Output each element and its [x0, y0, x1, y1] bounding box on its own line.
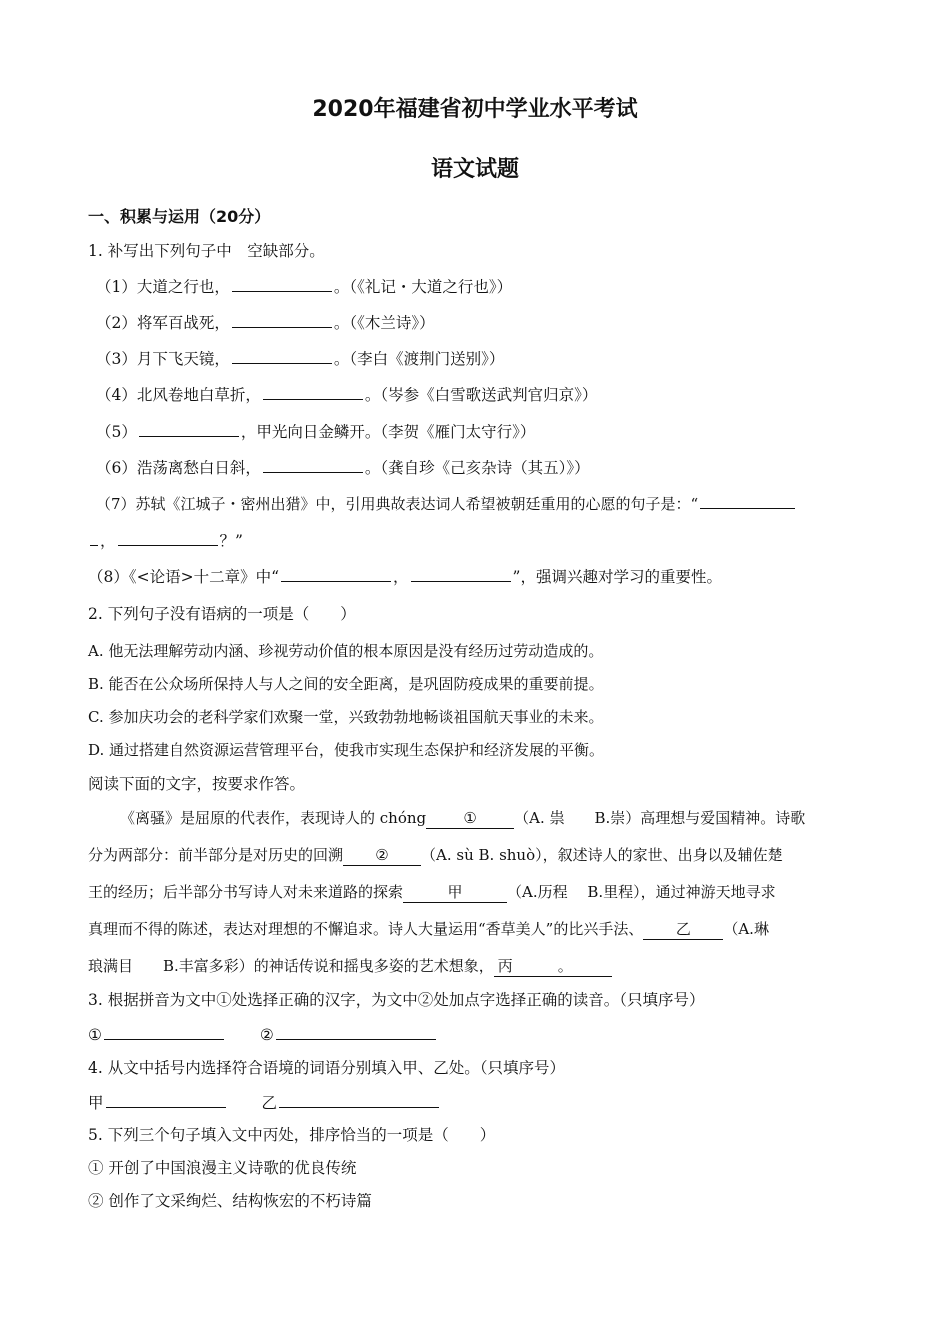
reading-intro: 阅读下面的文字，按要求作答。 [88, 775, 306, 793]
reading-line-2: 分为两部分：前半部分是对历史的回溯 ② （A. sù B. shuò），叙述诗人的家世、出身以及辅佐楚 [88, 846, 783, 864]
reading-line-4: 真理而不得的陈述，表达对理想的不懈追求。诗人大量运用“香草美人”的比兴手法、 乙 （A.琳 [88, 920, 769, 938]
answer-blank[interactable] [281, 567, 391, 582]
exam-subtitle: 语文试题 [430, 157, 519, 182]
q2-option-a[interactable]: A. 他无法理解劳动内涵、珍视劳动价值的根本原因是没有经历过劳动造成的。 [88, 642, 604, 660]
answer-blank[interactable] [263, 458, 363, 473]
reading-line-1: 《离骚》是屈原的代表作，表现诗人的 chóng ① （A. 祟 B.崇）高理想与爱国精神。诗歌 [120, 809, 806, 827]
q1-item-8: （8）《<论语>十二章》中“ ， ”，强调兴趣对学习的重要性。 [88, 568, 722, 586]
section-heading: 一、积累与运用（20分） [88, 207, 271, 226]
reading-line-3: 王的经历；后半部分书写诗人对未来道路的探索 甲 （A.历程 B.里程），通过神游天地寻求 [88, 883, 776, 901]
answer-blank[interactable] [139, 422, 239, 437]
reading-mark-1: ① [426, 808, 514, 829]
q5-sentence-1: ① 开创了中国浪漫主义诗歌的优良传统 [88, 1159, 357, 1177]
answer-blank[interactable] [276, 1025, 436, 1040]
q2-stem: 2. 下列句子没有语病的一项是（ ） [88, 605, 356, 623]
reading-mark-3: 甲 [403, 882, 507, 903]
q4-answer-line: 甲 乙 [88, 1093, 441, 1113]
answer-blank[interactable] [90, 531, 98, 546]
answer-blank[interactable] [279, 1093, 439, 1108]
reading-mark-5: 丙 。 [494, 956, 612, 977]
answer-blank[interactable] [118, 531, 218, 546]
answer-blank[interactable] [232, 349, 332, 364]
reading-line-5: 琅满目 B.丰富多彩）的神话传说和摇曳多姿的艺术想象， 丙 。 [88, 956, 863, 977]
q2-option-d[interactable]: D. 通过搭建自然资源运营管理平台，使我市实现生态保护和经济发展的平衡。 [88, 741, 605, 759]
q1-item-2: （2）将军百战死， 。（《木兰诗》） [96, 314, 435, 332]
answer-blank[interactable] [411, 567, 511, 582]
q3-answer-line: ① ② [88, 1025, 438, 1045]
reading-mark-4: 乙 [643, 919, 723, 940]
q1-item-7-cont: ， ？” [88, 531, 243, 551]
q1-item-5: （5） ，甲光向日金鳞开。（李贺《雁门太守行》） [96, 423, 536, 441]
q1-item-3: （3）月下飞天镜， 。（李白《渡荆门送别》） [96, 350, 505, 368]
q1-item-4: （4）北风卷地白草折， 。（岑参《白雪歌送武判官归京》） [96, 386, 598, 404]
exam-title: 2020年福建省初中学业水平考试 [312, 97, 638, 122]
answer-blank[interactable] [232, 313, 332, 328]
q1-stem: 1. 补写出下列句子中 空缺部分。 [88, 242, 325, 260]
q1-item-7: （7）苏轼《江城子・密州出猎》中，引用典故表达词人希望被朝廷重用的心愿的句子是：“ [96, 494, 797, 514]
q3-stem: 3. 根据拼音为文中①处选择正确的汉字，为文中②处加点字选择正确的读音。（只填序号） [88, 991, 705, 1009]
q5-sentence-2: ② 创作了文采绚烂、结构恢宏的不朽诗篇 [88, 1192, 372, 1210]
q1-item-6: （6）浩荡离愁白日斜， 。（龚自珍《己亥杂诗（其五）》） [96, 459, 590, 477]
answer-blank[interactable] [106, 1093, 226, 1108]
answer-blank[interactable] [232, 277, 332, 292]
q2-option-c[interactable]: C. 参加庆功会的老科学家们欢聚一堂，兴致勃勃地畅谈祖国航天事业的未来。 [88, 708, 604, 726]
q5-stem: 5. 下列三个句子填入文中丙处，排序恰当的一项是（ ） [88, 1126, 496, 1144]
answer-blank[interactable] [700, 494, 795, 509]
reading-mark-2: ② [343, 845, 421, 866]
q1-item-1: （1）大道之行也， 。（《礼记・大道之行也》） [96, 278, 513, 296]
answer-blank[interactable] [104, 1025, 224, 1040]
q2-option-b[interactable]: B. 能否在公众场所保持人与人之间的安全距离，是巩固防疫成果的重要前提。 [88, 675, 604, 693]
q4-stem: 4. 从文中括号内选择符合语境的词语分别填入甲、乙处。（只填序号） [88, 1059, 565, 1077]
answer-blank[interactable] [263, 385, 363, 400]
